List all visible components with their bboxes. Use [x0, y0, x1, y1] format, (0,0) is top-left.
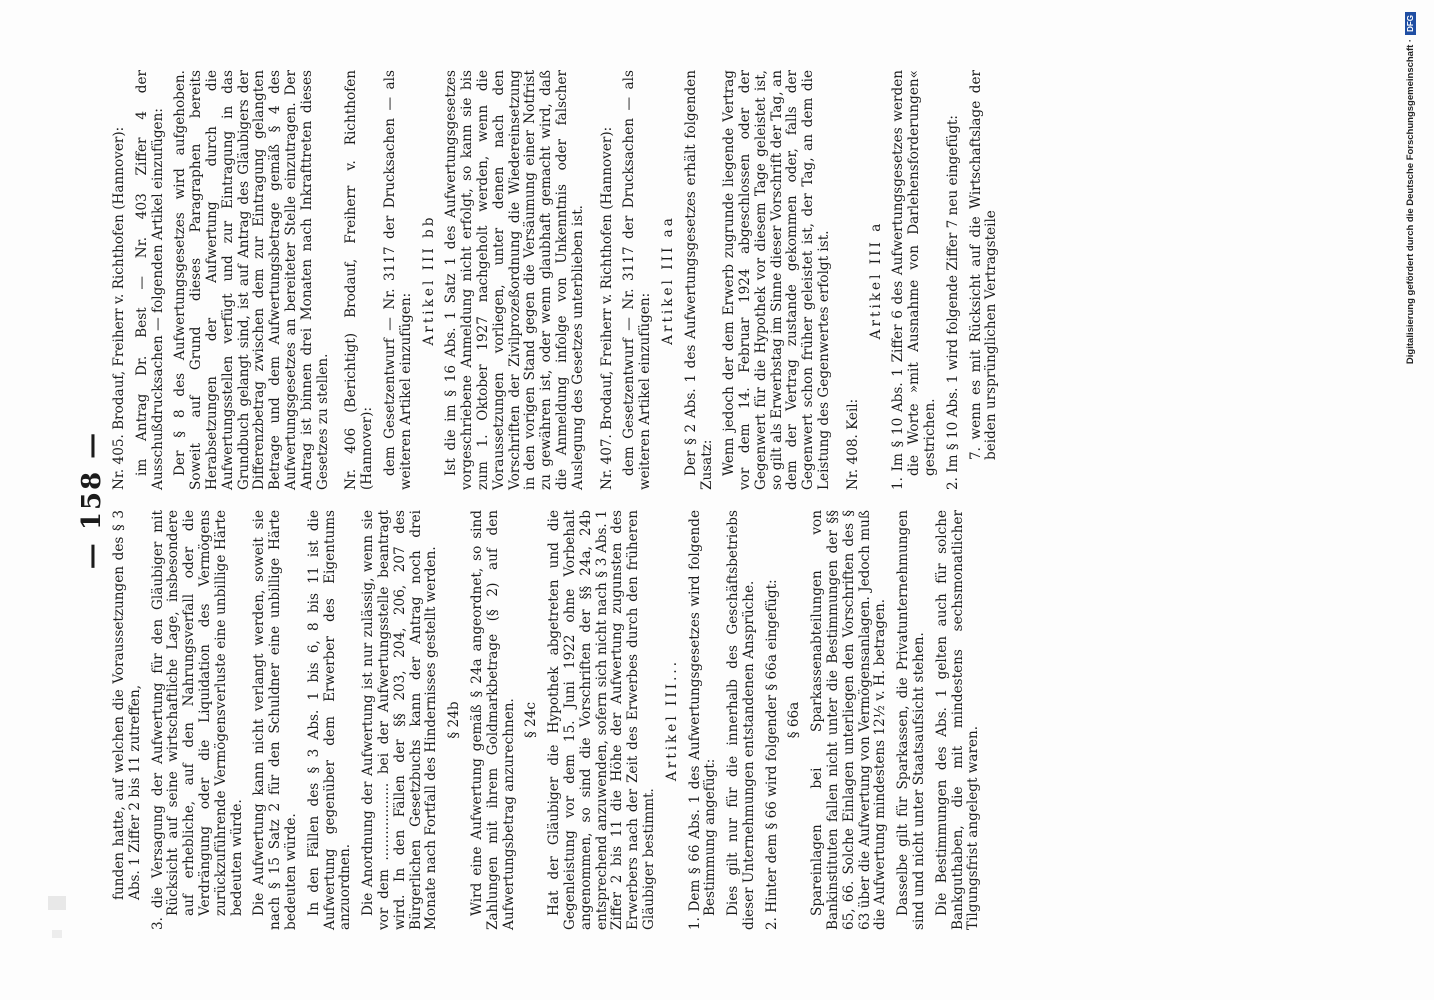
paragraph: funden hatte, auf welchen die Voraussetzungen des § 3 Abs. 1 Ziffer 2 bis 11 zutreffen,: [111, 510, 143, 900]
paragraph: Die Bestimmungen des Abs. 1 gelten auch für solche Bankguthaben, die mit mindestens sechsmonatlicher Tilgungsfrist angelegt waren.: [933, 510, 982, 930]
paragraph: Der § 2 Abs. 1 des Aufwertungsgesetzes erhält folgenden Zusatz:: [682, 70, 715, 490]
paragraph: Der § 8 des Aufwertungsgesetzes wird aufgehoben. Soweit auf Grund dieses Paragraphen bereits Herabsetzungen der Aufwertung durch die Aufwertungsstellen verfügt und zur Eintragung in das Grundbuch gelangt sind, ist auf Antrag des Gläubigers der Differenzbetrag zwischen dem zur Eintragung gelangten Betrage und dem Aufwertungsbetrage gemäß § 4 des Aufwertungsgesetzes an bereiteter Stelle einzutragen. Der Antrag ist binnen drei Monaten nach Inkrafttreten dieses Gesetzes zu stellen.: [172, 70, 331, 490]
article-heading: Artikel III a: [867, 220, 884, 340]
list-item: 2. Hinter dem § 66 wird folgender § 66a eingefügt:: [763, 579, 780, 930]
paragraph: Spareinlagen bei Sparkassenabteilungen von Bankinstituten fallen nicht unter die Bestimmungen der §§ 65, 66. Solche Einlagen unterliegen den Vorschriften des § 63 über die Aufwertung von Vermögensanlagen. Jedoch muß die Aufwertung mindestens 12½ v. H. betragen.: [809, 510, 889, 930]
scan-speck: [48, 896, 66, 910]
paragraph: Wenn jedoch der dem Erwerb zugrunde liegende Vertrag vor dem 14. Februar 1924 abgeschlossen oder der Gegenwert für die Hypothek vor diesem Tage geleistet ist, so gilt als Erwerbstag im Sinne dieser Vorschrift der Tag, an dem der Vertrag zustande gekommen oder, falls der Gegenwert schon früher geleistet ist, der Tag, an dem die Leistung des Gegenwertes erfolgt ist.: [721, 70, 833, 490]
motion-number: Nr. 408. Keil:: [844, 398, 861, 490]
paragraph: im Antrag Dr. Best — Nr. 403 Ziffer 4 der Ausschußdrucksachen — folgenden Artikel einzufügen:: [133, 70, 166, 490]
paragraph: In den Fällen des § 3 Abs. 1 bis 6, 8 bis 11 ist die Aufwertung gegenüber dem Erwerber des Eigentums anzuordnen.: [305, 510, 354, 930]
motion-number: Nr. 407. Brodauf, Freiherr v. Richthofen (Hannover):: [598, 126, 615, 490]
paragraph: Dasselbe gilt für Sparkassen, die Privatunternehmungen sind und nicht unter Staatsaufsicht stehen.: [895, 510, 928, 930]
dfg-footer: [1386, 0, 1434, 1000]
list-item: 7. wenn es mit Rücksicht auf die Wirtschaftslage der beiden ursprünglichen Vertragsteile: [967, 70, 1000, 460]
list-item: 1. Im § 10 Abs. 1 Ziffer 6 des Aufwertungsgesetzes werden die Worte »mit Ausnahme von Darlehensforderungen« gestrichen.: [890, 70, 939, 490]
scan-speck: [52, 930, 62, 938]
motion-number: Nr. 406 (Berichtigt) Brodauf, Freiherr v. Richthofen (Hannover):: [343, 70, 376, 490]
paragraph: Die Anordnung der Aufwertung ist nur zulässig, wenn sie vor dem .................. bei der Aufwertungsstelle beantragt wird. In den Fällen der §§ 203, 204, 206, 207 des Bürgerlichen Gesetzbuchs kann der Antrag noch drei Monate nach Fortfall des Hindernisses gestellt werden.: [360, 510, 440, 930]
paragraph: Ist die im § 16 Abs. 1 Satz 1 des Aufwertungsgesetzes vorgeschriebene Anmeldung nicht erfolgt, so kann sie bis zum 1. Oktober 1927 nachgeholt werden, wenn die Voraussetzungen vorliegen, unter denen nach den Vorschriften der Zivilprozeßordnung die Wiedereinsetzung in den vorigen Stand gegen die Versäumung einer Notfrist zu gewähren ist, oder wenn glaubhaft gemacht wird, daß die Anmeldung infolge von Unkenntnis oder falscher Auslegung des Gesetzes unterblieben ist.: [443, 70, 586, 490]
article-heading: Artikel III aa: [659, 215, 676, 345]
dfg-notice: Digitalisierung gefördert durch die Deutsche Forschungsgemeinschaft ·: [1404, 38, 1416, 365]
list-item: 3. die Versagung der Aufwertung für den Gläubiger mit Rücksicht auf seine wirtschaftliche Lage, insbesondere auf erhebliche, auf den Nahrungsverfall oder die Verdrängung oder die Liquidation des Vermögens zurückzuführende Vermögensverluste eine unbillige Härte bedeuten würde.: [149, 510, 245, 930]
list-item: 2. Im § 10 Abs. 1 wird folgende Ziffer 7 neu eingefügt:: [944, 115, 961, 490]
right-column: [112, 70, 1007, 490]
article-heading: Artikel III...: [663, 658, 680, 782]
paragraph: dem Gesetzentwurf — Nr. 3117 der Drucksachen — als weiteren Artikel einzufügen:: [381, 70, 414, 490]
dfg-notice-wrapper: [1386, 0, 1434, 1000]
paragraph: dem Gesetzentwurf — Nr. 3117 der Drucksachen — als weiteren Artikel einzufügen:: [621, 70, 654, 490]
paragraph: Wird eine Aufwertung gemäß § 24a angeordnet, so sind Zahlungen mit ihrem Goldmarkbetrage (§ 2) auf den Aufwertungsbetrag anzurechnen.: [468, 510, 517, 930]
article-heading: Artikel III bb: [420, 214, 437, 346]
motion-number: Nr. 405. Brodauf, Freiherr v. Richthofen (Hannover):: [111, 126, 127, 490]
paragraph: Dies gilt nur für die innerhalb des Geschäftsbetriebs dieser Unternehmungen entstandenen Ansprüche.: [725, 510, 757, 930]
paragraph: Die Aufwertung kann nicht verlangt werden, soweit sie nach § 15 Satz 2 für den Schuldner eine unbillige Härte bedeuten würde.: [251, 510, 299, 930]
left-column: [112, 510, 989, 930]
paragraph: Hat der Gläubiger die Hypothek abgetreten und die Gegenleistung vor dem 15. Juni 1922 ohne Vorbehalt angenommen, so sind die Vorschriften der §§ 24a, 24b entsprechend anzuwenden, sofern sich nicht nach § 3 Abs. 1 Ziffer 2 bis 11 die Höhe der Aufwertung zugunsten des Erwerbers nach der Zeit des Erwerbes durch den früheren Gläubiger bestimmt.: [546, 510, 657, 930]
page-number: — 158 —: [77, 430, 107, 570]
section-heading: § 24b: [446, 701, 463, 739]
dfg-logo: DFG: [1405, 12, 1416, 35]
list-item: 1. Dem § 66 Abs. 1 des Aufwertungsgesetzes wird folgende Bestimmung angefügt:: [686, 510, 719, 930]
section-heading: § 24c: [523, 701, 540, 739]
section-heading: § 66a: [786, 701, 803, 739]
